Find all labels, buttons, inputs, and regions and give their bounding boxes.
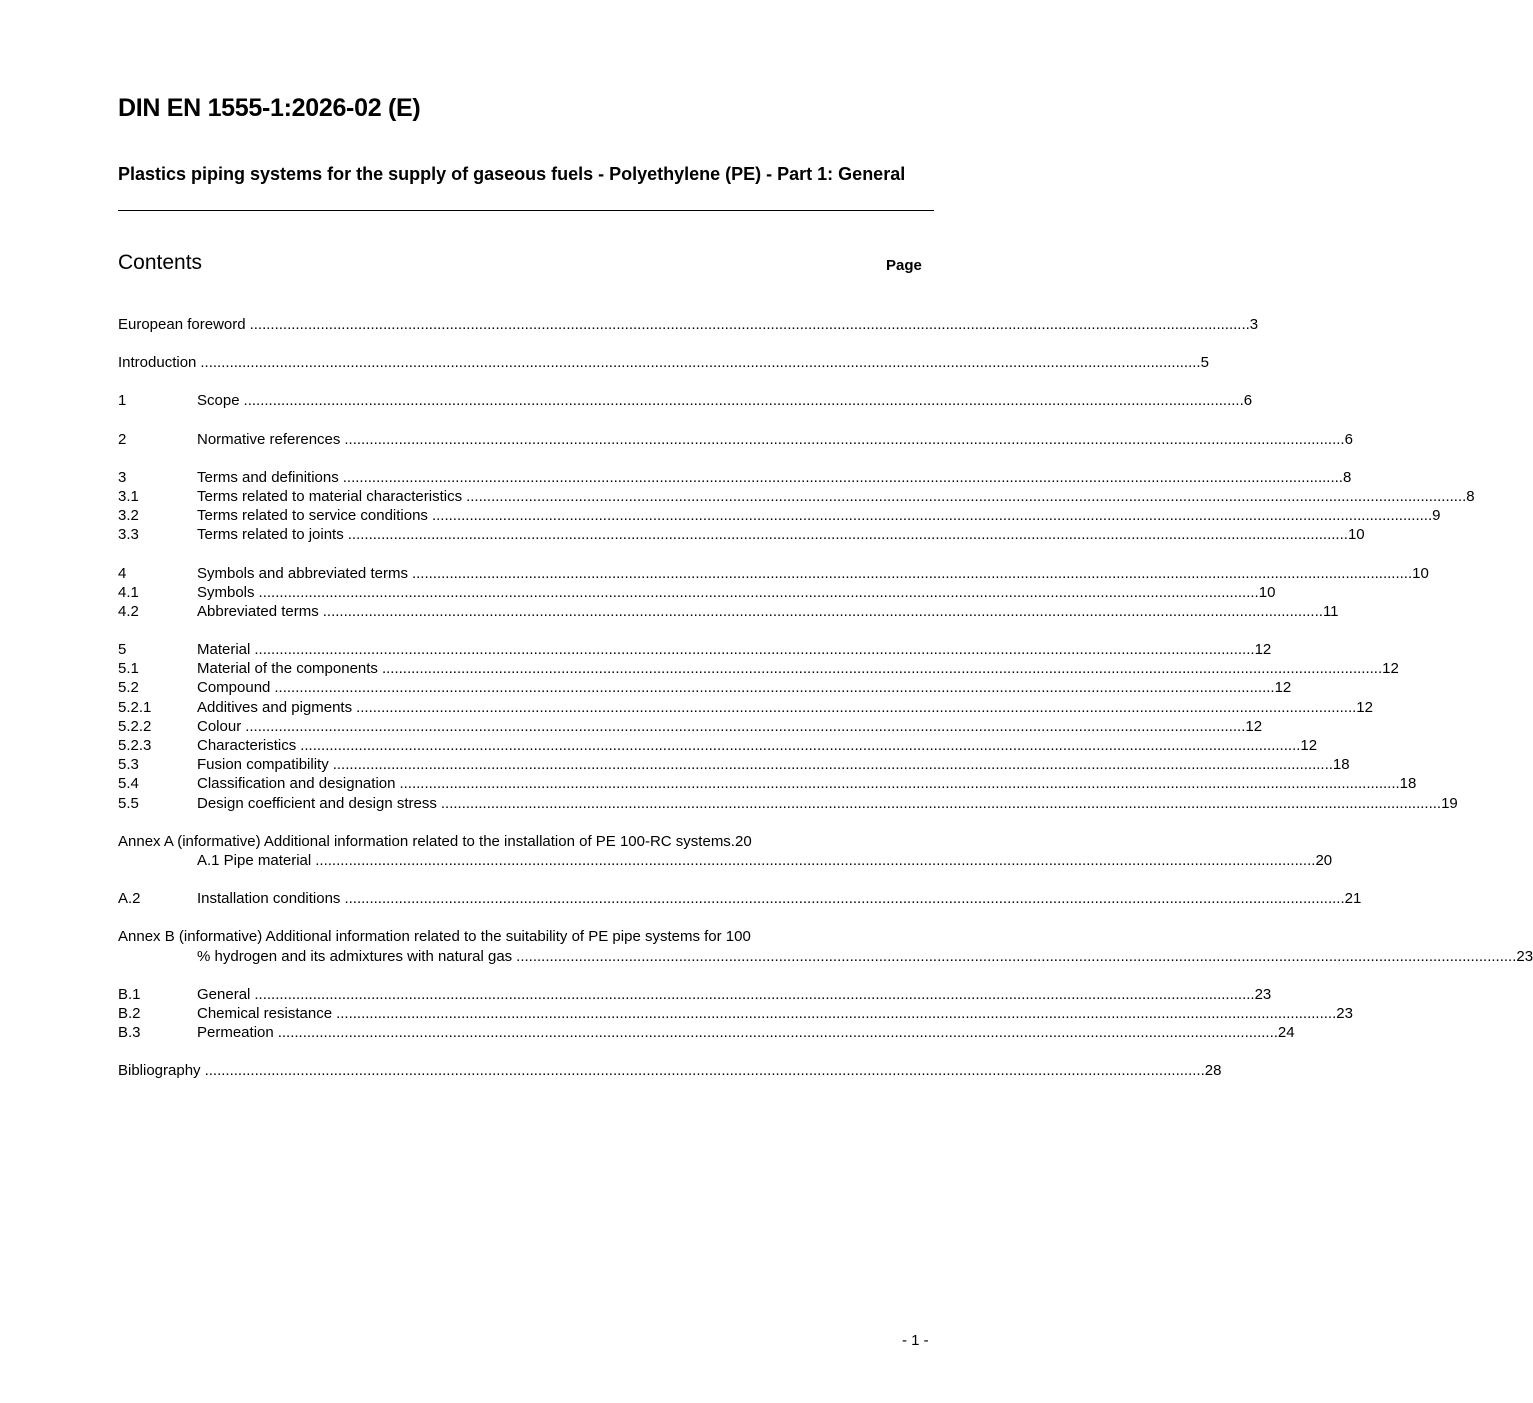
toc-entry-page: 24 xyxy=(1277,1024,1295,1042)
toc-entry-title: Chemical resistance xyxy=(197,1004,333,1022)
toc-entry-number: 4.2 xyxy=(118,602,139,620)
toc-entry[interactable] xyxy=(118,1023,1295,1042)
toc-leader-dots xyxy=(333,755,1333,774)
toc-leader-dots xyxy=(245,717,1245,736)
toc-leader-dots xyxy=(300,736,1300,755)
toc-entry-number: B.1 xyxy=(118,985,141,1003)
toc-entry-number: 3 xyxy=(118,468,127,486)
toc-entry[interactable] xyxy=(118,506,1441,525)
toc-entry-page: 6 xyxy=(1344,430,1353,448)
toc-entry[interactable] xyxy=(118,678,1292,697)
toc-entry-number: 5.2.2 xyxy=(118,717,152,735)
toc-entry-page: 10 xyxy=(1347,526,1365,544)
toc-entry-number: 5.2.1 xyxy=(118,698,152,716)
toc-entry-title: Permeation xyxy=(197,1024,274,1042)
toc-entry-title: Additives and pigments xyxy=(197,698,353,716)
toc-entry-title: Annex B (informative) Additional information related to the suitability of PE pipe systems for 100 xyxy=(118,928,751,946)
toc-entry[interactable] xyxy=(118,659,1399,678)
contents-heading: Contents xyxy=(118,251,203,274)
document-title: Plastics piping systems for the supply of gaseous fuels - Polyethylene (PE) - Part 1: General xyxy=(118,164,906,184)
toc-entry-page: 11 xyxy=(1322,602,1339,620)
toc-entry-page: 18 xyxy=(1399,775,1417,793)
toc-entry-number: 1 xyxy=(118,392,127,410)
toc-entry-page: 5 xyxy=(1200,354,1209,372)
toc-leader-dots xyxy=(244,391,1244,410)
toc-leader-dots xyxy=(200,353,1200,372)
toc-entry-page: 9 xyxy=(1432,507,1441,525)
toc-entry[interactable] xyxy=(118,947,1533,966)
toc-entry-title: Design coefficient and design stress xyxy=(197,794,437,812)
table-of-contents xyxy=(118,315,1533,1080)
toc-entry[interactable] xyxy=(118,774,1417,793)
toc-leader-dots xyxy=(323,602,1323,621)
toc-leader-dots xyxy=(344,889,1344,908)
toc-leader-dots xyxy=(343,468,1343,487)
toc-entry-title: % hydrogen and its admixtures with natural gas xyxy=(197,947,513,965)
toc-leader-dots xyxy=(254,640,1254,659)
toc-entry-title: Symbols xyxy=(197,583,255,601)
toc-entry-title: General xyxy=(197,985,251,1003)
toc-entry-page: 12 xyxy=(1254,641,1272,659)
toc-entry-page: 21 xyxy=(1344,890,1362,908)
toc-entry-page: 8 xyxy=(1466,487,1475,505)
toc-entry-page: 23 xyxy=(1336,1004,1353,1022)
toc-entry[interactable] xyxy=(118,468,1352,487)
toc-entry-number: A.2 xyxy=(118,890,141,908)
toc-entry-page: 10 xyxy=(1258,583,1276,601)
toc-entry-title: Annex A (informative) Additional information related to the installation of PE 100-RC systems.20 xyxy=(118,832,752,850)
toc-entry[interactable] xyxy=(118,717,1263,736)
toc-leader-dots xyxy=(466,487,1466,506)
toc-entry-page: 12 xyxy=(1245,717,1263,735)
toc-entry-title: Compound xyxy=(197,679,271,697)
toc-entry-page: 8 xyxy=(1342,468,1352,486)
toc-leader-dots xyxy=(315,851,1315,870)
toc-entry[interactable] xyxy=(118,353,1209,372)
toc-entry-title: Colour xyxy=(197,717,242,735)
toc-entry-title: Classification and designation xyxy=(197,775,396,793)
toc-entry[interactable] xyxy=(118,794,1458,813)
toc-entry[interactable] xyxy=(118,583,1276,602)
toc-entry-number: 5.2.3 xyxy=(118,737,152,754)
toc-entry-title: Terms related to service conditions xyxy=(197,507,428,525)
toc-leader-dots xyxy=(278,1023,1278,1042)
title-divider xyxy=(118,210,934,211)
toc-entry-number: 5.1 xyxy=(118,660,139,678)
toc-entry-page: 3 xyxy=(1249,316,1259,333)
toc-entry-title: Characteristics xyxy=(197,737,297,754)
page-number: - 1 - xyxy=(902,1332,929,1349)
toc-entry-number: 5.5 xyxy=(118,794,139,812)
toc-leader-dots xyxy=(250,315,1250,334)
toc-annex-a-heading[interactable] xyxy=(118,832,920,851)
toc-entry[interactable] xyxy=(118,315,1259,334)
toc-leader-dots xyxy=(259,583,1259,602)
toc-entry-page: 18 xyxy=(1332,756,1350,774)
toc-entry[interactable] xyxy=(118,889,1362,908)
toc-entry[interactable] xyxy=(118,755,1350,774)
toc-leader-dots xyxy=(516,947,1516,966)
toc-entry-number: 5.2 xyxy=(118,679,139,697)
toc-entry-title: Fusion compatibility xyxy=(197,756,329,774)
toc-entry[interactable] xyxy=(118,640,1272,659)
toc-entry[interactable] xyxy=(118,736,1318,755)
toc-leader-dots xyxy=(441,794,1441,813)
toc-entry-page: 12 xyxy=(1300,737,1318,754)
toc-leader-dots xyxy=(356,698,1356,717)
toc-annex-b-heading[interactable] xyxy=(118,927,920,946)
toc-entry[interactable] xyxy=(118,985,1272,1004)
toc-leader-dots xyxy=(382,659,1382,678)
toc-leader-dots xyxy=(348,525,1348,544)
toc-entry[interactable] xyxy=(118,851,1333,870)
toc-entry-number: 5.4 xyxy=(118,775,139,793)
toc-entry-number: 4 xyxy=(118,564,127,582)
toc-entry-number: 3.3 xyxy=(118,526,139,544)
toc-entry-number: 2 xyxy=(118,430,127,448)
toc-leader-dots xyxy=(399,774,1399,793)
toc-entry-title: European foreword xyxy=(118,316,246,333)
toc-entry-number: B.3 xyxy=(118,1024,141,1042)
toc-entry-page: 23 xyxy=(1516,947,1533,965)
toc-entry-page: 6 xyxy=(1243,392,1253,410)
toc-entry[interactable] xyxy=(118,430,1353,449)
toc-leader-dots xyxy=(205,1061,1205,1080)
toc-entry[interactable] xyxy=(118,698,1373,717)
toc-entry[interactable] xyxy=(118,1004,1353,1023)
toc-leader-dots xyxy=(336,1004,1336,1023)
toc-entry[interactable] xyxy=(118,602,1339,621)
toc-entry-title: Introduction xyxy=(118,354,197,372)
toc-entry-number: B.2 xyxy=(118,1004,141,1022)
toc-entry-title: A.1 Pipe material xyxy=(197,851,312,869)
toc-entry-number: 5.3 xyxy=(118,756,139,774)
toc-entry-page: 20 xyxy=(1315,851,1333,869)
toc-leader-dots xyxy=(344,430,1344,449)
toc-entry[interactable] xyxy=(118,564,1429,583)
toc-entry-title: Installation conditions xyxy=(197,890,341,908)
toc-entry-title: Terms related to material characteristics xyxy=(197,487,463,505)
toc-entry[interactable] xyxy=(118,1061,1222,1080)
toc-leader-dots xyxy=(432,506,1432,525)
toc-entry-page: 28 xyxy=(1204,1062,1222,1080)
toc-entry-title: Terms and definitions xyxy=(197,468,339,486)
toc-entry-title: Abbreviated terms xyxy=(197,602,319,620)
page-column-heading: Page xyxy=(886,257,922,274)
document-id: DIN EN 1555-1:2026-02 (E) xyxy=(118,94,421,122)
toc-entry-title: Symbols and abbreviated terms xyxy=(197,564,408,582)
toc-entry-page: 23 xyxy=(1254,985,1272,1003)
toc-leader-dots xyxy=(274,678,1274,697)
toc-entry-page: 12 xyxy=(1356,698,1373,716)
toc-entry-page: 12 xyxy=(1382,660,1399,678)
toc-entry-title: Scope xyxy=(197,392,240,410)
toc-entry-title: Terms related to joints xyxy=(197,526,344,544)
toc-entry-title: Normative references xyxy=(197,430,341,448)
toc-entry-page: 12 xyxy=(1274,679,1292,697)
toc-entry-title: Bibliography xyxy=(118,1062,201,1080)
toc-entry-number: 3.2 xyxy=(118,507,139,525)
toc-entry-title: Material xyxy=(197,641,251,659)
toc-entry[interactable] xyxy=(118,487,1475,506)
toc-leader-dots xyxy=(254,985,1254,1004)
toc-entry-number: 5 xyxy=(118,641,127,659)
toc-leader-dots xyxy=(412,564,1412,583)
toc-entry-number: 3.1 xyxy=(118,487,139,505)
toc-entry-page: 10 xyxy=(1412,564,1429,582)
toc-entry-number: 4.1 xyxy=(118,583,139,601)
toc-entry[interactable] xyxy=(118,391,1253,410)
toc-entry[interactable] xyxy=(118,525,1365,544)
toc-entry-title: Material of the components xyxy=(197,660,378,678)
toc-entry-page: 19 xyxy=(1441,794,1458,812)
